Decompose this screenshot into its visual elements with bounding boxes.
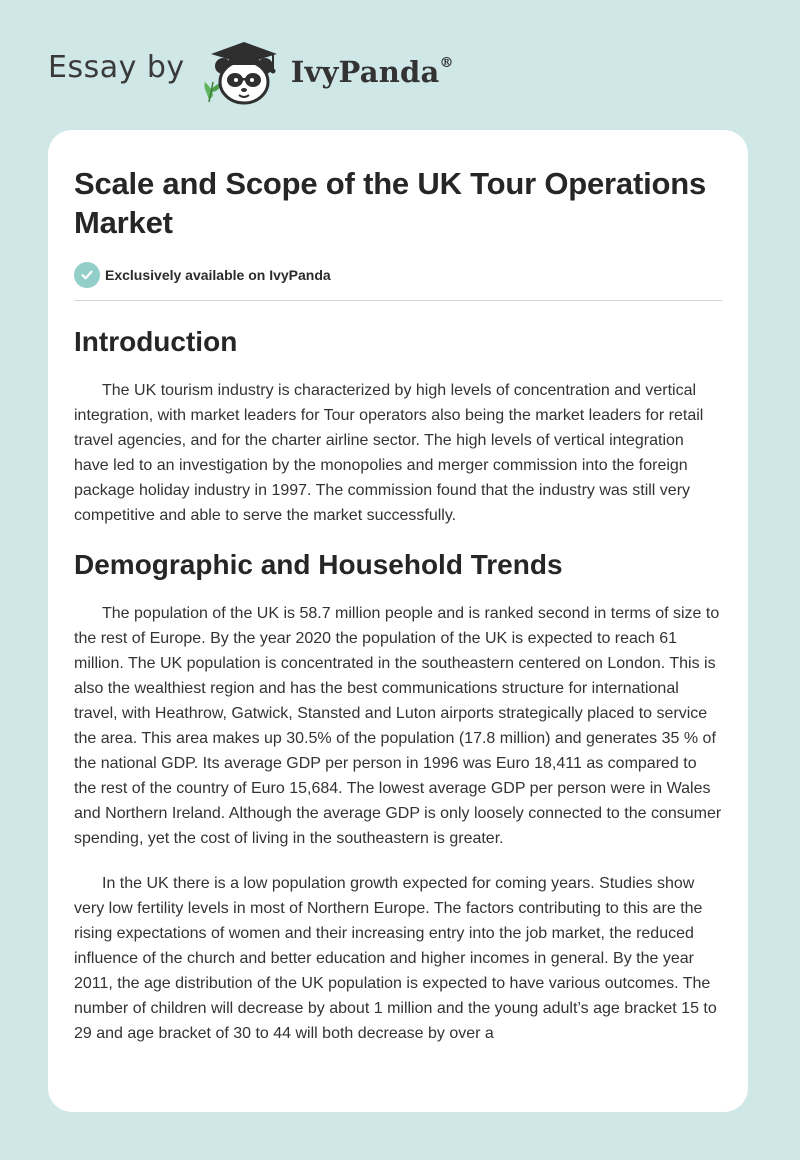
section-demographic-trends [74, 548, 722, 1046]
exclusive-badge [74, 262, 722, 288]
section-heading: Demographic and Household Trends [74, 549, 563, 580]
check-circle-icon [74, 262, 100, 288]
article-title: Scale and Scope of the UK Tour Operations Market [74, 166, 706, 240]
registered-mark: ® [439, 55, 454, 72]
section-introduction [74, 325, 722, 528]
essay-by-label: Essay by [48, 49, 185, 85]
brand-name[interactable]: IvyPanda® [290, 55, 454, 89]
paragraph: In the UK there is a low population growth expected for coming years. Studies show very low fertility levels in most of Northern Europe. The factors contributing to this are the rising expectations of women and their increasing entry into the job market, the reduced influence of the church and better education and higher incomes in general. By the year 2011, the age distribution of the UK population is expected to have various outcomes. The number of children will decrease by about 1 million and the young adult’s age bracket 15 to 29 and age bracket of 30 to 44 will both decrease by over a [74, 875, 717, 1042]
divider [74, 300, 722, 301]
paragraph: The UK tourism industry is characterized by high levels of concentration and vertical integration, with market leaders for Tour operators also being the market leaders for retail travel agencies, and for the charter airline sector. The high levels of vertical integration have led to an investigation by the monopolies and merger commission into the foreign package holiday industry in 1997. The commission found that the industry was still very competitive and able to serve the market successfully. [74, 382, 704, 524]
article-card [48, 130, 748, 1112]
paragraph: The population of the UK is 58.7 million people and is ranked second in terms of size to the rest of Europe. By the year 2020 the population of the UK is expected to reach 61 million. The UK population is concentrated in the southeastern centered on London. This is also the wealthiest region and has the best communications structure for international travel, with Heathrow, Gatwick, Stansted and Luton airports strategically placed to service the area. This area makes up 30.5% of the population (17.8 million) and generates 35 % of the national GDP. Its average GDP per person in 1996 was Euro 18,411 as compared to the rest of the country of Euro 15,684. The lowest average GDP per person were in Wales and Northern Ireland. Although the average GDP is only loosely connected to the consumer spending, yet the cost of living in the southeastern is greater. [74, 605, 722, 847]
site-header [48, 30, 454, 110]
exclusive-label: Exclusively available on IvyPanda [105, 267, 331, 283]
ivypanda-logo-icon[interactable] [199, 30, 285, 110]
section-heading: Introduction [74, 326, 238, 357]
